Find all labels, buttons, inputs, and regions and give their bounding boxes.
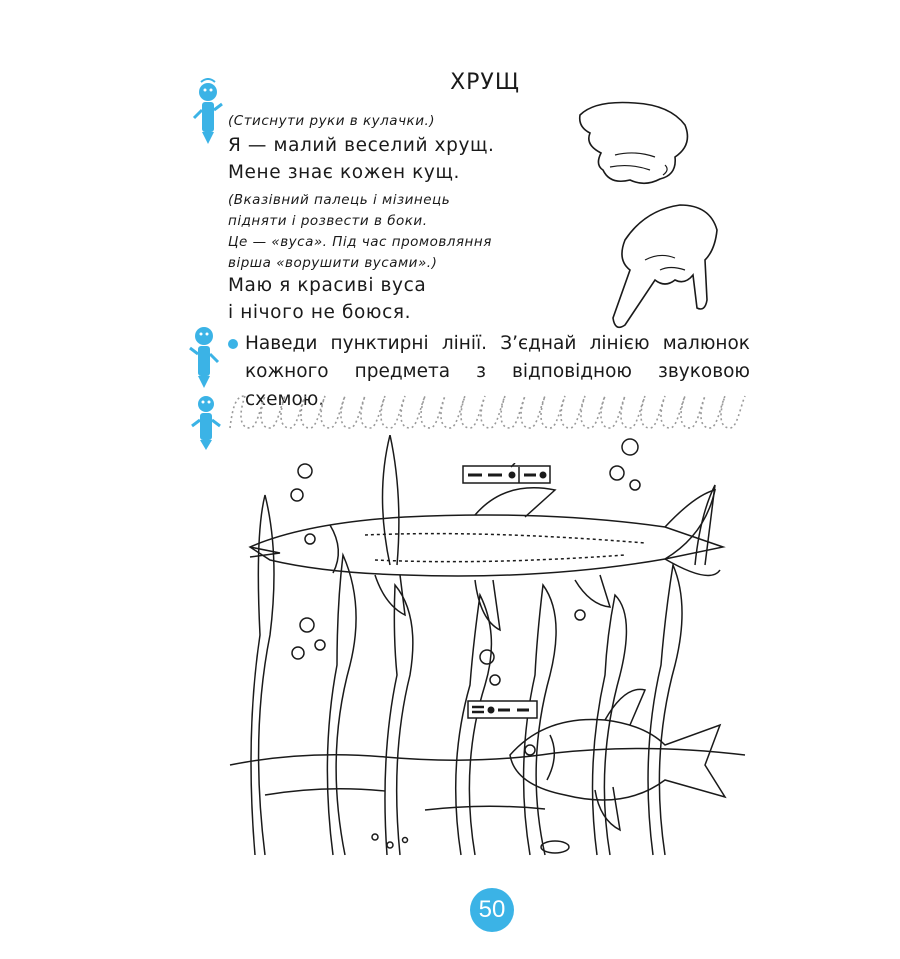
seaweed [593, 595, 627, 855]
verse-line: Мене знає кожен кущ. [228, 162, 460, 183]
instruction-fists: (Стиснути руки в кулачки.) [228, 113, 436, 129]
verse-line: Я — малий веселий хрущ. [228, 135, 495, 156]
seaweed [524, 585, 557, 855]
mascot-pencil-icon [186, 322, 222, 390]
verse-part-1 [228, 132, 495, 186]
instruction-line: підняти і розвести в боки. [228, 213, 428, 229]
seaweed [695, 485, 715, 565]
page-number: 50 [470, 888, 514, 932]
task-bullet [228, 339, 238, 349]
verse-line: і нічого не боюся. [228, 302, 412, 323]
instruction-line: вірша «ворушити вусами».) [228, 255, 438, 271]
instruction-line: (Вказівний палець і мізинець [228, 192, 451, 208]
whiskers-hand-icon [605, 200, 725, 335]
instruction-whiskers [228, 190, 492, 274]
seaweed [456, 595, 492, 855]
seaweed [327, 555, 356, 855]
mascot-pencil-icon [190, 78, 226, 146]
sound-scheme-icon [462, 463, 552, 485]
task-line: кожного предмета з відповідною звуковою схемою. [245, 361, 750, 410]
underwater-scene [225, 435, 755, 875]
dotted-trace-line [225, 388, 755, 438]
seaweed [648, 565, 682, 855]
fist-hand-icon [575, 95, 705, 195]
task-line: Наведи пунктирні лінії. З’єднай лінією малюнок [245, 333, 750, 354]
seaweed [383, 435, 399, 565]
seabed-line [230, 748, 745, 765]
verse-part-2 [228, 272, 426, 326]
mascot-pencil-icon [188, 392, 224, 452]
instruction-line: Це — «вуса». Під час промовляння [228, 234, 492, 250]
page-title: ХРУЩ [450, 70, 520, 95]
verse-line: Маю я красиві вуса [228, 275, 427, 296]
seaweed [385, 585, 413, 855]
sound-scheme-icon [467, 700, 539, 720]
